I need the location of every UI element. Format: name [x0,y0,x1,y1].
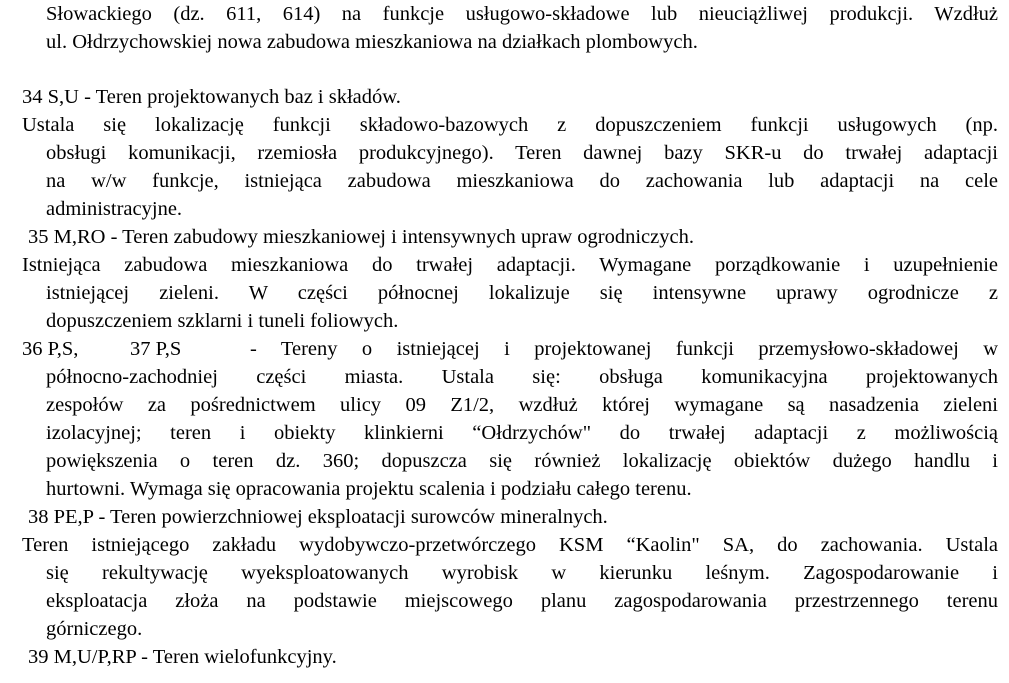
section-heading-37: 37 P,S [130,338,182,360]
paragraph-line: dopuszczeniem szklarni i tuneli foliowych. [46,310,399,332]
section-heading-34: 34 S,U - Teren projektowanych baz i składów. [22,86,401,108]
section-heading-36: 36 P,S, [22,338,79,360]
paragraph-line: izolacyjnej; teren i obiekty klinkierni “Ołdrzychów" do trwałej adaptacji z możliwością [46,422,998,444]
paragraph-line: Słowackiego (dz. 611, 614) na funkcje usługowo-składowe lub nieuciążliwej produkcji. Wzdłuż [46,3,998,25]
section-heading-38: 38 PE,P - Teren powierzchniowej eksploatacji surowców mineralnych. [28,506,608,528]
section-heading-39: 39 M,U/P,RP - Teren wielofunkcyjny. [28,646,337,668]
paragraph-line: hurtowni. Wymaga się opracowania projektu scalenia i podziału całego terenu. [46,478,692,500]
paragraph-line: istniejącej zieleni. W części północnej lokalizuje się intensywne uprawy ogrodnicze z [46,282,998,304]
paragraph-line: Istniejąca zabudowa mieszkaniowa do trwałej adaptacji. Wymagane porządkowanie i uzupełnienie [22,254,998,276]
paragraph-line: Ustala się lokalizację funkcji składowo-bazowych z dopuszczeniem funkcji usługowych (np. [22,114,998,136]
paragraph-line: Teren istniejącego zakładu wydobywczo-przetwórczego KSM “Kaolin" SA, do zachowania. Ustala [22,534,998,556]
paragraph-line: na w/w funkcje, istniejąca zabudowa mieszkaniowa do zachowania lub adaptacji na cele [46,170,998,192]
paragraph-line: północno-zachodniej części miasta. Ustala się: obsługa komunikacyjna projektowanych [46,366,998,388]
section-heading-35: 35 M,RO - Teren zabudowy mieszkaniowej i intensywnych upraw ogrodniczych. [28,226,694,248]
paragraph-line: powiększenia o teren dz. 360; dopuszcza się również lokalizację obiektów dużego handlu i [46,450,998,472]
paragraph-line: się rekultywację wyeksploatowanych wyrobisk w kierunku leśnym. Zagospodarowanie i [46,562,998,584]
paragraph-line: zespołów za pośrednictwem ulicy 09 Z1/2, wzdłuż której wymagane są nasadzenia zieleni [46,394,998,416]
paragraph-line: górniczego. [46,618,143,640]
paragraph-line: ul. Ołdrzychowskiej nowa zabudowa mieszkaniowa na działkach plombowych. [46,31,698,53]
paragraph-line: eksploatacja złoża na podstawie miejscowego planu zagospodarowania przestrzennego terenu [46,590,998,612]
paragraph-line: - Tereny o istniejącej i projektowanej funkcji przemysłowo-składowej w [250,338,998,360]
paragraph-line: administracyjne. [46,198,183,220]
paragraph-line: obsługi komunikacji, rzemiosła produkcyjnego). Teren dawnej bazy SKR-u do trwałej adaptacji [46,142,998,164]
